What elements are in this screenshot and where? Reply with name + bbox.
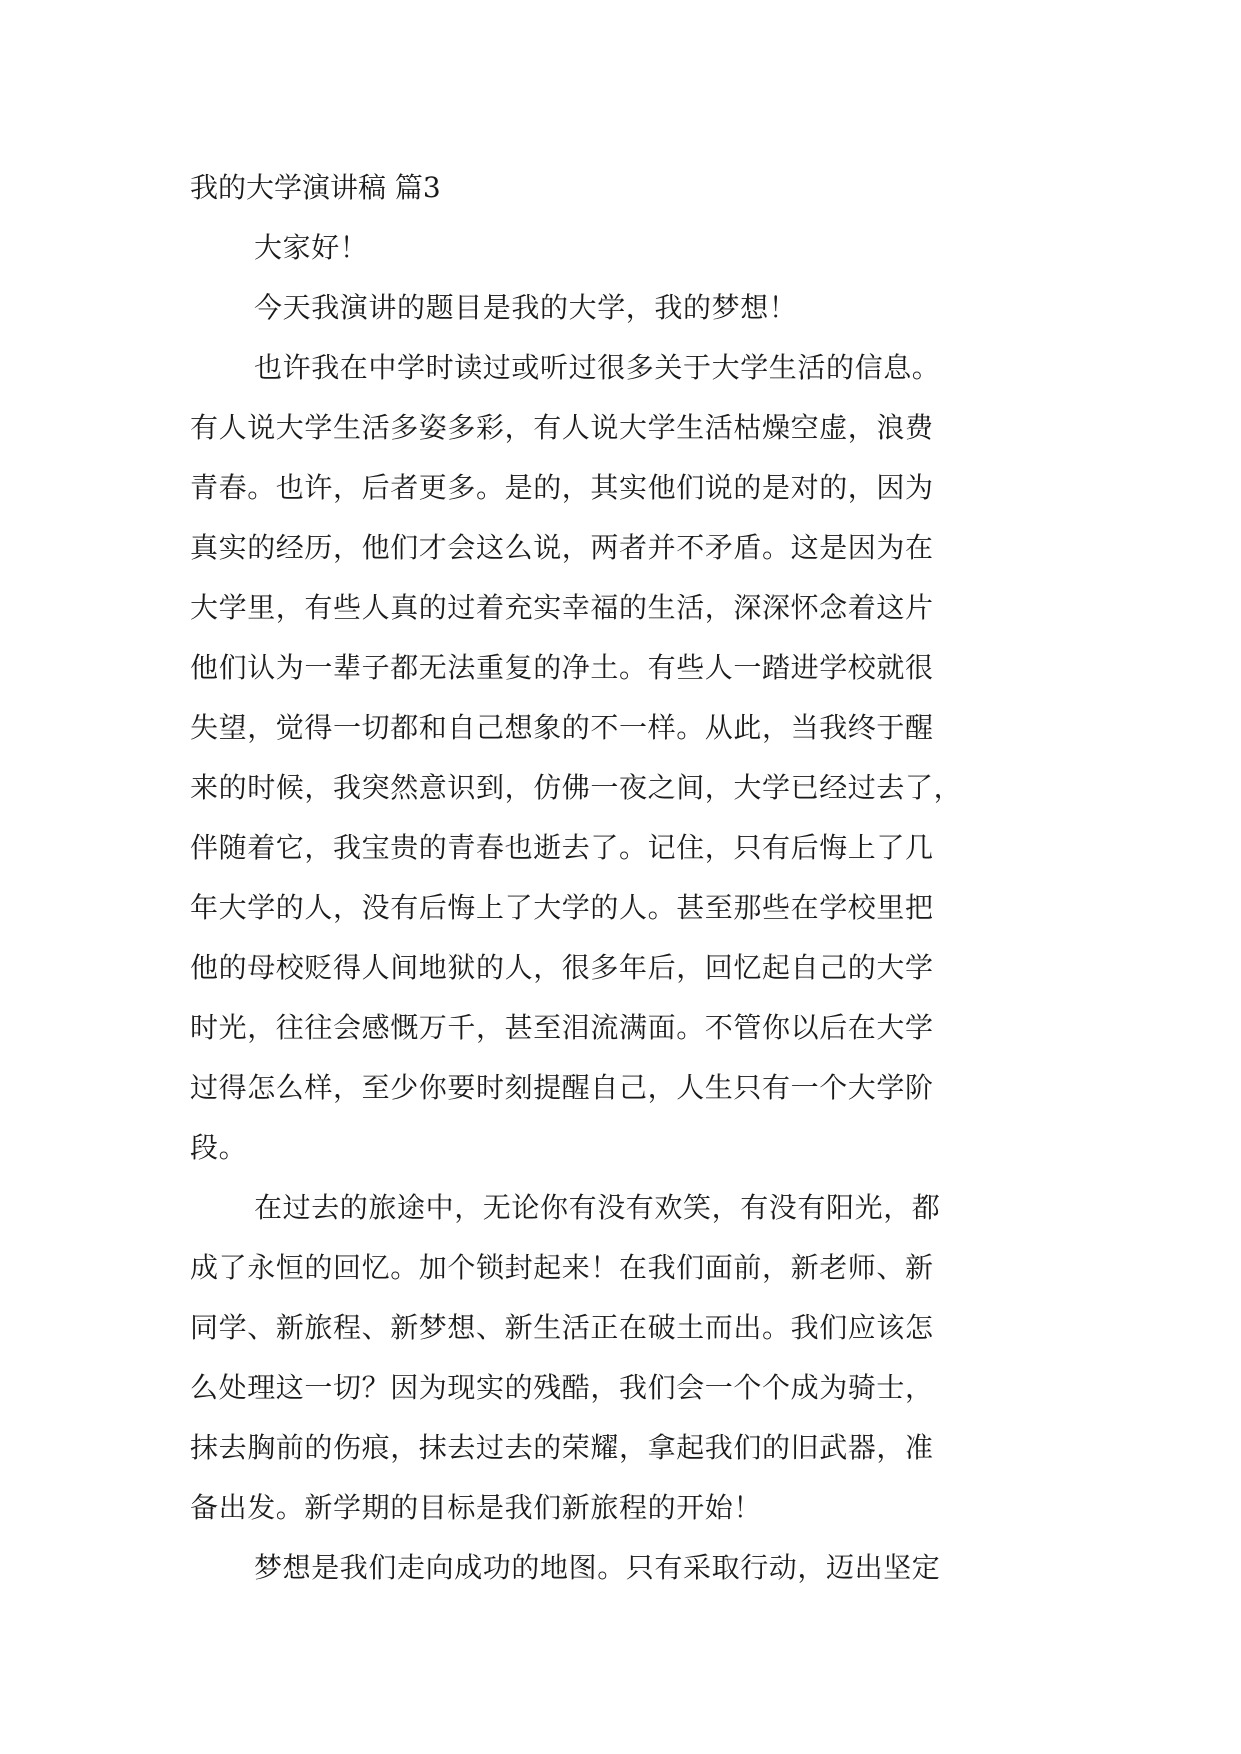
paragraph-line: 备出发。新学期的目标是我们新旅程的开始！ — [190, 1491, 763, 1524]
paragraph-line: 失望，觉得一切都和自己想象的不一样。从此，当我终于醒 — [190, 711, 934, 744]
paragraph-line: 抹去胸前的伤痕，抹去过去的荣耀，拿起我们的旧武器，准 — [190, 1431, 934, 1464]
paragraph-line: 么处理这一切？因为现实的残酷，我们会一个个成为骑士， — [190, 1371, 934, 1404]
paragraph-line: 大学里，有些人真的过着充实幸福的生活，深深怀念着这片 — [190, 591, 934, 624]
paragraph-line: 时光，往往会感慨万千，甚至泪流满面。不管你以后在大学 — [190, 1011, 934, 1044]
paragraph-line: 也许我在中学时读过或听过很多关于大学生活的信息。 — [254, 351, 941, 384]
paragraph-line: 在过去的旅途中，无论你有没有欢笑，有没有阳光，都 — [254, 1191, 941, 1224]
paragraph-line: 段。 — [190, 1131, 248, 1164]
paragraph-line: 青春。也许，后者更多。是的，其实他们说的是对的，因为 — [190, 471, 934, 504]
paragraph-line: 同学、新旅程、新梦想、新生活正在破土而出。我们应该怎 — [190, 1311, 934, 1344]
paragraph-line: 大家好！ — [254, 231, 369, 264]
paragraph-line: 今天我演讲的题目是我的大学，我的梦想！ — [254, 291, 798, 324]
paragraph-line: 过得怎么样，至少你要时刻提醒自己，人生只有一个大学阶 — [190, 1071, 934, 1104]
paragraph-line: 他们认为一辈子都无法重复的净土。有些人一踏进学校就很 — [190, 651, 934, 684]
paragraph-line: 梦想是我们走向成功的地图。只有采取行动，迈出坚定 — [254, 1551, 941, 1584]
paragraph-line: 成了永恒的回忆。加个锁封起来！在我们面前，新老师、新 — [190, 1251, 934, 1284]
paragraph-line: 真实的经历，他们才会这么说，两者并不矛盾。这是因为在 — [190, 531, 934, 564]
document-title: 我的大学演讲稿 篇3 — [190, 171, 441, 204]
paragraph-line: 来的时候，我突然意识到，仿佛一夜之间，大学已经过去了， — [190, 771, 963, 804]
paragraph-line: 他的母校贬得人间地狱的人，很多年后，回忆起自己的大学 — [190, 951, 934, 984]
paragraph-line: 有人说大学生活多姿多彩，有人说大学生活枯燥空虚，浪费 — [190, 411, 934, 444]
paragraph-line: 年大学的人，没有后悔上了大学的人。甚至那些在学校里把 — [190, 891, 934, 924]
paragraph-line: 伴随着它，我宝贵的青春也逝去了。记住，只有后悔上了几 — [190, 831, 934, 864]
